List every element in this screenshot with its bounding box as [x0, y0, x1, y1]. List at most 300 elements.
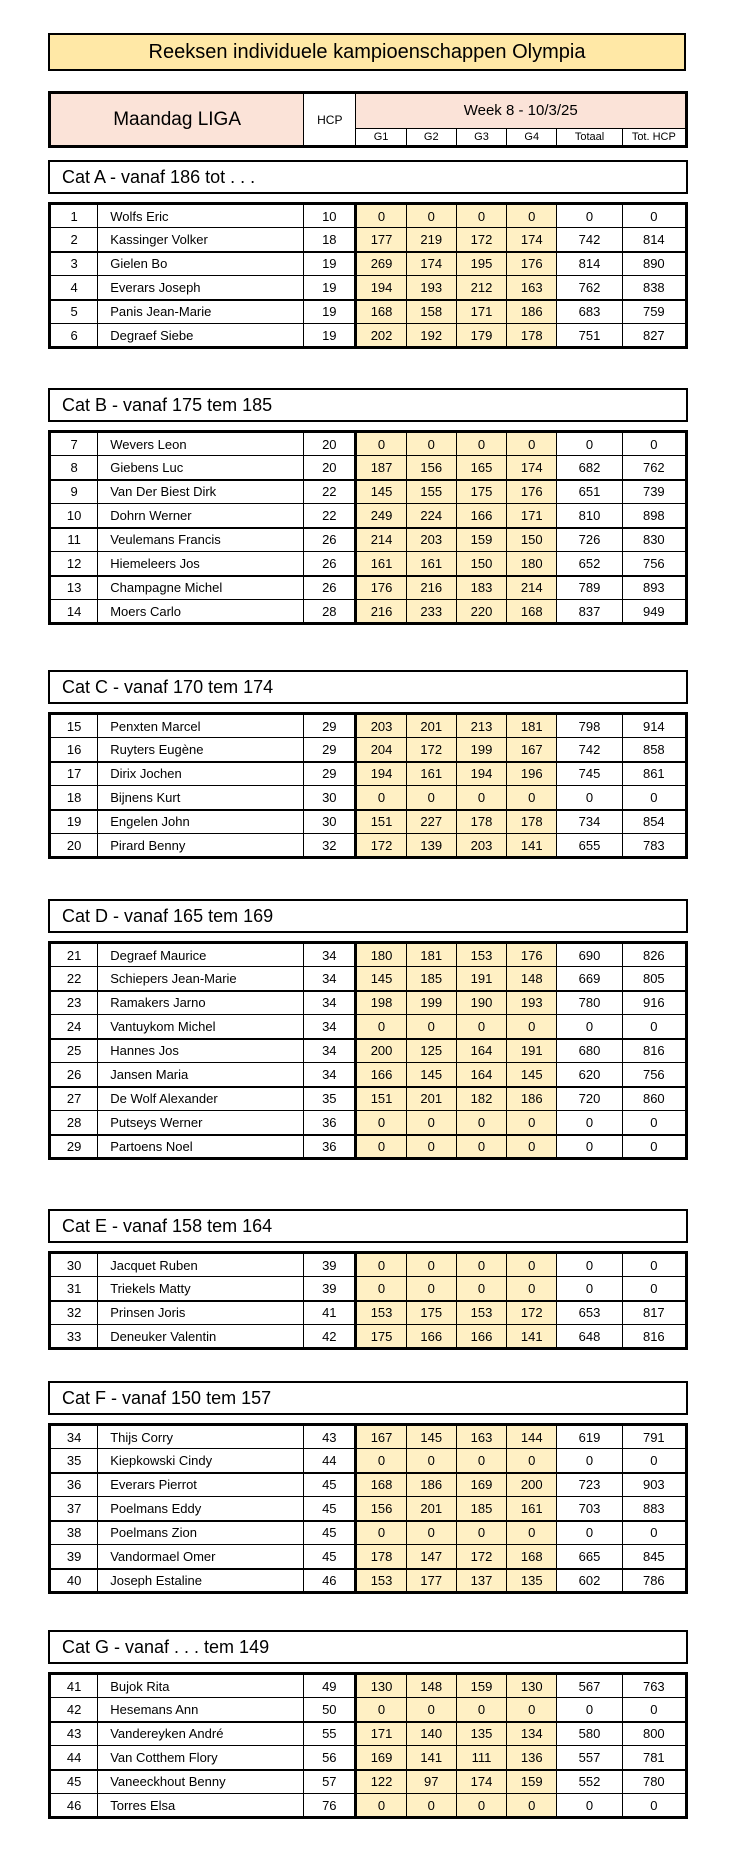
total-hcp-cell: 816	[622, 1325, 686, 1349]
rank-cell: 16	[50, 738, 98, 762]
game3-cell: 0	[456, 1521, 506, 1545]
hcp-cell: 46	[304, 1569, 356, 1593]
game1-cell: 168	[356, 1473, 406, 1497]
hcp-cell: 36	[304, 1111, 356, 1135]
game1-cell: 0	[356, 1521, 406, 1545]
game2-cell: 203	[406, 528, 456, 552]
game3-cell: 182	[456, 1087, 506, 1111]
game3-cell: 0	[456, 786, 506, 810]
game2-cell: 181	[406, 943, 456, 967]
total-cell: 655	[557, 834, 622, 858]
game2-cell: 145	[406, 1425, 456, 1449]
game2-cell: 0	[406, 1794, 456, 1818]
game3-cell: 172	[456, 228, 506, 252]
hcp-cell: 30	[304, 786, 356, 810]
table-row	[50, 1301, 687, 1325]
table-row	[50, 1698, 687, 1722]
game2-cell: 201	[406, 1087, 456, 1111]
game4-cell: 0	[507, 1521, 557, 1545]
column-header-g1: G1	[356, 128, 406, 146]
game4-cell: 161	[507, 1497, 557, 1521]
player-name-cell: Jacquet Ruben	[98, 1253, 304, 1277]
player-name-cell: Thijs Corry	[98, 1425, 304, 1449]
game2-cell: 186	[406, 1473, 456, 1497]
game3-cell: 135	[456, 1722, 506, 1746]
table-row	[50, 1497, 687, 1521]
game2-cell: 0	[406, 1135, 456, 1159]
total-cell: 651	[557, 480, 622, 504]
game3-cell: 179	[456, 324, 506, 348]
player-name-cell: Pirard Benny	[98, 834, 304, 858]
player-name-cell: Panis Jean-Marie	[98, 300, 304, 324]
game1-cell: 0	[356, 786, 406, 810]
rank-cell: 37	[50, 1497, 98, 1521]
total-cell: 680	[557, 1039, 622, 1063]
table-row	[50, 1253, 687, 1277]
total-cell: 762	[557, 276, 622, 300]
game3-cell: 183	[456, 576, 506, 600]
player-name-cell: Champagne Michel	[98, 576, 304, 600]
game2-cell: 224	[406, 504, 456, 528]
total-cell: 580	[557, 1722, 622, 1746]
game4-cell: 178	[507, 324, 557, 348]
game1-cell: 176	[356, 576, 406, 600]
player-name-cell: Moers Carlo	[98, 600, 304, 624]
game1-cell: 151	[356, 810, 406, 834]
total-hcp-cell: 780	[622, 1770, 686, 1794]
total-cell: 620	[557, 1063, 622, 1087]
player-name-cell: Van Der Biest Dirk	[98, 480, 304, 504]
game3-cell: 212	[456, 276, 506, 300]
game4-cell: 172	[507, 1301, 557, 1325]
game2-cell: 125	[406, 1039, 456, 1063]
rank-cell: 29	[50, 1135, 98, 1159]
total-cell: 602	[557, 1569, 622, 1593]
total-hcp-cell: 816	[622, 1039, 686, 1063]
total-hcp-cell: 791	[622, 1425, 686, 1449]
game2-cell: 185	[406, 967, 456, 991]
rank-cell: 44	[50, 1746, 98, 1770]
game4-cell: 168	[507, 600, 557, 624]
rank-cell: 27	[50, 1087, 98, 1111]
game1-cell: 153	[356, 1569, 406, 1593]
rank-cell: 7	[50, 432, 98, 456]
category-table	[48, 941, 688, 1160]
game2-cell: 0	[406, 786, 456, 810]
category-table	[48, 712, 688, 859]
game4-cell: 0	[507, 1253, 557, 1277]
game2-cell: 201	[406, 1497, 456, 1521]
category-table	[48, 202, 688, 349]
rank-cell: 32	[50, 1301, 98, 1325]
hcp-cell: 28	[304, 600, 356, 624]
hcp-cell: 26	[304, 576, 356, 600]
game2-cell: 0	[406, 1449, 456, 1473]
game1-cell: 171	[356, 1722, 406, 1746]
game1-cell: 0	[356, 1449, 406, 1473]
hcp-cell: 20	[304, 456, 356, 480]
total-cell: 682	[557, 456, 622, 480]
hcp-cell: 42	[304, 1325, 356, 1349]
total-cell: 810	[557, 504, 622, 528]
table-row	[50, 943, 687, 967]
game1-cell: 198	[356, 991, 406, 1015]
rank-cell: 18	[50, 786, 98, 810]
game2-cell: 216	[406, 576, 456, 600]
total-cell: 723	[557, 1473, 622, 1497]
game1-cell: 153	[356, 1301, 406, 1325]
game4-cell: 141	[507, 834, 557, 858]
game4-cell: 159	[507, 1770, 557, 1794]
game3-cell: 166	[456, 1325, 506, 1349]
hcp-cell: 76	[304, 1794, 356, 1818]
total-hcp-cell: 0	[622, 1135, 686, 1159]
game2-cell: 219	[406, 228, 456, 252]
game4-cell: 186	[507, 300, 557, 324]
table-row	[50, 1039, 687, 1063]
hcp-cell: 36	[304, 1135, 356, 1159]
table-row	[50, 1015, 687, 1039]
rank-cell: 33	[50, 1325, 98, 1349]
game4-cell: 176	[507, 252, 557, 276]
total-cell: 837	[557, 600, 622, 624]
total-cell: 0	[557, 1698, 622, 1722]
hcp-cell: 41	[304, 1301, 356, 1325]
player-name-cell: Vantuykom Michel	[98, 1015, 304, 1039]
total-hcp-cell: 800	[622, 1722, 686, 1746]
table-row	[50, 552, 687, 576]
game1-cell: 175	[356, 1325, 406, 1349]
player-name-cell: Wevers Leon	[98, 432, 304, 456]
category-header: Cat G - vanaf . . . tem 149	[48, 1630, 688, 1664]
total-cell: 0	[557, 1794, 622, 1818]
hcp-cell: 44	[304, 1449, 356, 1473]
total-hcp-cell: 805	[622, 967, 686, 991]
player-name-cell: Kiepkowski Cindy	[98, 1449, 304, 1473]
game3-cell: 164	[456, 1039, 506, 1063]
total-cell: 0	[557, 786, 622, 810]
hcp-cell: 22	[304, 504, 356, 528]
total-hcp-cell: 0	[622, 1253, 686, 1277]
hcp-cell: 10	[304, 204, 356, 228]
game2-cell: 155	[406, 480, 456, 504]
league-name: Maandag LIGA	[50, 93, 304, 147]
game4-cell: 144	[507, 1425, 557, 1449]
table-row	[50, 600, 687, 624]
game2-cell: 139	[406, 834, 456, 858]
game1-cell: 178	[356, 1545, 406, 1569]
hcp-cell: 45	[304, 1545, 356, 1569]
column-header-total-hcp: Tot. HCP	[622, 128, 686, 146]
player-name-cell: Engelen John	[98, 810, 304, 834]
game4-cell: 176	[507, 943, 557, 967]
player-name-cell: Jansen Maria	[98, 1063, 304, 1087]
game2-cell: 0	[406, 1277, 456, 1301]
game4-cell: 0	[507, 432, 557, 456]
total-hcp-cell: 830	[622, 528, 686, 552]
game1-cell: 169	[356, 1746, 406, 1770]
hcp-cell: 56	[304, 1746, 356, 1770]
total-cell: 742	[557, 738, 622, 762]
game1-cell: 145	[356, 967, 406, 991]
game2-cell: 158	[406, 300, 456, 324]
table-row	[50, 810, 687, 834]
hcp-cell: 34	[304, 967, 356, 991]
player-name-cell: Ruyters Eugène	[98, 738, 304, 762]
game1-cell: 156	[356, 1497, 406, 1521]
game3-cell: 220	[456, 600, 506, 624]
game4-cell: 0	[507, 1794, 557, 1818]
column-header-g2: G2	[406, 128, 456, 146]
total-cell: 814	[557, 252, 622, 276]
category-table	[48, 430, 688, 625]
table-row	[50, 1325, 687, 1349]
player-name-cell: Gielen Bo	[98, 252, 304, 276]
game4-cell: 191	[507, 1039, 557, 1063]
game2-cell: 177	[406, 1569, 456, 1593]
total-cell: 0	[557, 1449, 622, 1473]
total-cell: 567	[557, 1674, 622, 1698]
table-row	[50, 456, 687, 480]
total-cell: 0	[557, 1521, 622, 1545]
game1-cell: 0	[356, 1015, 406, 1039]
player-name-cell: Van Cotthem Flory	[98, 1746, 304, 1770]
game2-cell: 0	[406, 1111, 456, 1135]
total-cell: 0	[557, 1111, 622, 1135]
game2-cell: 0	[406, 1253, 456, 1277]
total-cell: 742	[557, 228, 622, 252]
player-name-cell: Hesemans Ann	[98, 1698, 304, 1722]
game3-cell: 174	[456, 1770, 506, 1794]
player-name-cell: Poelmans Zion	[98, 1521, 304, 1545]
player-name-cell: Triekels Matty	[98, 1277, 304, 1301]
rank-cell: 31	[50, 1277, 98, 1301]
game4-cell: 145	[507, 1063, 557, 1087]
total-cell: 0	[557, 1277, 622, 1301]
total-hcp-cell: 786	[622, 1569, 686, 1593]
game4-cell: 0	[507, 1449, 557, 1473]
game4-cell: 134	[507, 1722, 557, 1746]
game4-cell: 0	[507, 1698, 557, 1722]
game1-cell: 194	[356, 276, 406, 300]
rank-cell: 35	[50, 1449, 98, 1473]
game2-cell: 0	[406, 204, 456, 228]
rank-cell: 2	[50, 228, 98, 252]
game2-cell: 147	[406, 1545, 456, 1569]
game2-cell: 199	[406, 991, 456, 1015]
game3-cell: 0	[456, 1253, 506, 1277]
table-row	[50, 1746, 687, 1770]
player-name-cell: Hiemeleers Jos	[98, 552, 304, 576]
total-cell: 648	[557, 1325, 622, 1349]
game3-cell: 194	[456, 762, 506, 786]
rank-cell: 46	[50, 1794, 98, 1818]
category-header: Cat C - vanaf 170 tem 174	[48, 670, 688, 704]
total-hcp-cell: 0	[622, 1111, 686, 1135]
hcp-cell: 45	[304, 1473, 356, 1497]
game3-cell: 190	[456, 991, 506, 1015]
table-row	[50, 786, 687, 810]
rank-cell: 24	[50, 1015, 98, 1039]
table-row	[50, 576, 687, 600]
game1-cell: 0	[356, 204, 406, 228]
game1-cell: 0	[356, 1698, 406, 1722]
game2-cell: 0	[406, 1698, 456, 1722]
table-row	[50, 1569, 687, 1593]
rank-cell: 34	[50, 1425, 98, 1449]
total-cell: 751	[557, 324, 622, 348]
player-name-cell: Degraef Siebe	[98, 324, 304, 348]
game3-cell: 111	[456, 1746, 506, 1770]
game3-cell: 178	[456, 810, 506, 834]
total-cell: 619	[557, 1425, 622, 1449]
player-name-cell: Dirix Jochen	[98, 762, 304, 786]
game3-cell: 191	[456, 967, 506, 991]
player-name-cell: Degraef Maurice	[98, 943, 304, 967]
rank-cell: 10	[50, 504, 98, 528]
game3-cell: 0	[456, 1015, 506, 1039]
game4-cell: 178	[507, 810, 557, 834]
game2-cell: 140	[406, 1722, 456, 1746]
rank-cell: 20	[50, 834, 98, 858]
game1-cell: 269	[356, 252, 406, 276]
total-cell: 703	[557, 1497, 622, 1521]
table-row	[50, 504, 687, 528]
category-header: Cat E - vanaf 158 tem 164	[48, 1209, 688, 1243]
game3-cell: 0	[456, 1449, 506, 1473]
game4-cell: 200	[507, 1473, 557, 1497]
total-hcp-cell: 826	[622, 943, 686, 967]
player-name-cell: Everars Pierrot	[98, 1473, 304, 1497]
game3-cell: 172	[456, 1545, 506, 1569]
game4-cell: 130	[507, 1674, 557, 1698]
game4-cell: 0	[507, 1277, 557, 1301]
hcp-cell: 26	[304, 552, 356, 576]
game2-cell: 161	[406, 552, 456, 576]
table-row	[50, 714, 687, 738]
total-hcp-cell: 898	[622, 504, 686, 528]
game1-cell: 0	[356, 1277, 406, 1301]
hcp-cell: 34	[304, 1015, 356, 1039]
game1-cell: 204	[356, 738, 406, 762]
player-name-cell: Penxten Marcel	[98, 714, 304, 738]
hcp-cell: 45	[304, 1497, 356, 1521]
total-cell: 745	[557, 762, 622, 786]
hcp-cell: 20	[304, 432, 356, 456]
rank-cell: 23	[50, 991, 98, 1015]
rank-cell: 9	[50, 480, 98, 504]
game1-cell: 172	[356, 834, 406, 858]
total-cell: 0	[557, 204, 622, 228]
player-name-cell: Joseph Estaline	[98, 1569, 304, 1593]
total-hcp-cell: 762	[622, 456, 686, 480]
hcp-cell: 19	[304, 252, 356, 276]
table-row	[50, 300, 687, 324]
total-hcp-cell: 763	[622, 1674, 686, 1698]
game2-cell: 174	[406, 252, 456, 276]
table-row	[50, 324, 687, 348]
total-hcp-cell: 759	[622, 300, 686, 324]
game2-cell: 0	[406, 1521, 456, 1545]
game2-cell: 172	[406, 738, 456, 762]
rank-cell: 8	[50, 456, 98, 480]
game2-cell: 148	[406, 1674, 456, 1698]
hcp-cell: 29	[304, 762, 356, 786]
table-row	[50, 967, 687, 991]
hcp-cell: 49	[304, 1674, 356, 1698]
table-row	[50, 1521, 687, 1545]
total-hcp-cell: 854	[622, 810, 686, 834]
hcp-cell: 50	[304, 1698, 356, 1722]
rank-cell: 38	[50, 1521, 98, 1545]
total-hcp-cell: 860	[622, 1087, 686, 1111]
player-name-cell: Prinsen Joris	[98, 1301, 304, 1325]
total-cell: 653	[557, 1301, 622, 1325]
total-cell: 652	[557, 552, 622, 576]
game4-cell: 196	[507, 762, 557, 786]
total-hcp-cell: 817	[622, 1301, 686, 1325]
game1-cell: 145	[356, 480, 406, 504]
total-cell: 0	[557, 1253, 622, 1277]
category-table	[48, 1251, 688, 1350]
hcp-cell: 57	[304, 1770, 356, 1794]
total-cell: 726	[557, 528, 622, 552]
game3-cell: 169	[456, 1473, 506, 1497]
player-name-cell: Torres Elsa	[98, 1794, 304, 1818]
game3-cell: 213	[456, 714, 506, 738]
player-name-cell: Giebens Luc	[98, 456, 304, 480]
rank-cell: 17	[50, 762, 98, 786]
game4-cell: 0	[507, 204, 557, 228]
rank-cell: 41	[50, 1674, 98, 1698]
total-hcp-cell: 838	[622, 276, 686, 300]
column-header-g3: G3	[456, 128, 506, 146]
player-name-cell: Putseys Werner	[98, 1111, 304, 1135]
player-name-cell: Kassinger Volker	[98, 228, 304, 252]
total-hcp-cell: 916	[622, 991, 686, 1015]
game3-cell: 195	[456, 252, 506, 276]
game4-cell: 135	[507, 1569, 557, 1593]
table-row	[50, 1277, 687, 1301]
game1-cell: 180	[356, 943, 406, 967]
game2-cell: 192	[406, 324, 456, 348]
total-hcp-cell: 845	[622, 1545, 686, 1569]
hcp-cell: 45	[304, 1521, 356, 1545]
game2-cell: 145	[406, 1063, 456, 1087]
game4-cell: 150	[507, 528, 557, 552]
total-hcp-cell: 783	[622, 834, 686, 858]
game4-cell: 186	[507, 1087, 557, 1111]
table-row	[50, 252, 687, 276]
player-name-cell: Everars Joseph	[98, 276, 304, 300]
player-name-cell: Hannes Jos	[98, 1039, 304, 1063]
hcp-cell: 19	[304, 324, 356, 348]
game1-cell: 0	[356, 1794, 406, 1818]
hcp-cell: 34	[304, 1063, 356, 1087]
game4-cell: 171	[507, 504, 557, 528]
table-row	[50, 1111, 687, 1135]
total-cell: 0	[557, 432, 622, 456]
game1-cell: 0	[356, 432, 406, 456]
hcp-cell: 29	[304, 714, 356, 738]
game4-cell: 136	[507, 1746, 557, 1770]
total-hcp-cell: 893	[622, 576, 686, 600]
hcp-cell: 22	[304, 480, 356, 504]
game2-cell: 166	[406, 1325, 456, 1349]
rank-cell: 5	[50, 300, 98, 324]
game3-cell: 185	[456, 1497, 506, 1521]
hcp-cell: 26	[304, 528, 356, 552]
